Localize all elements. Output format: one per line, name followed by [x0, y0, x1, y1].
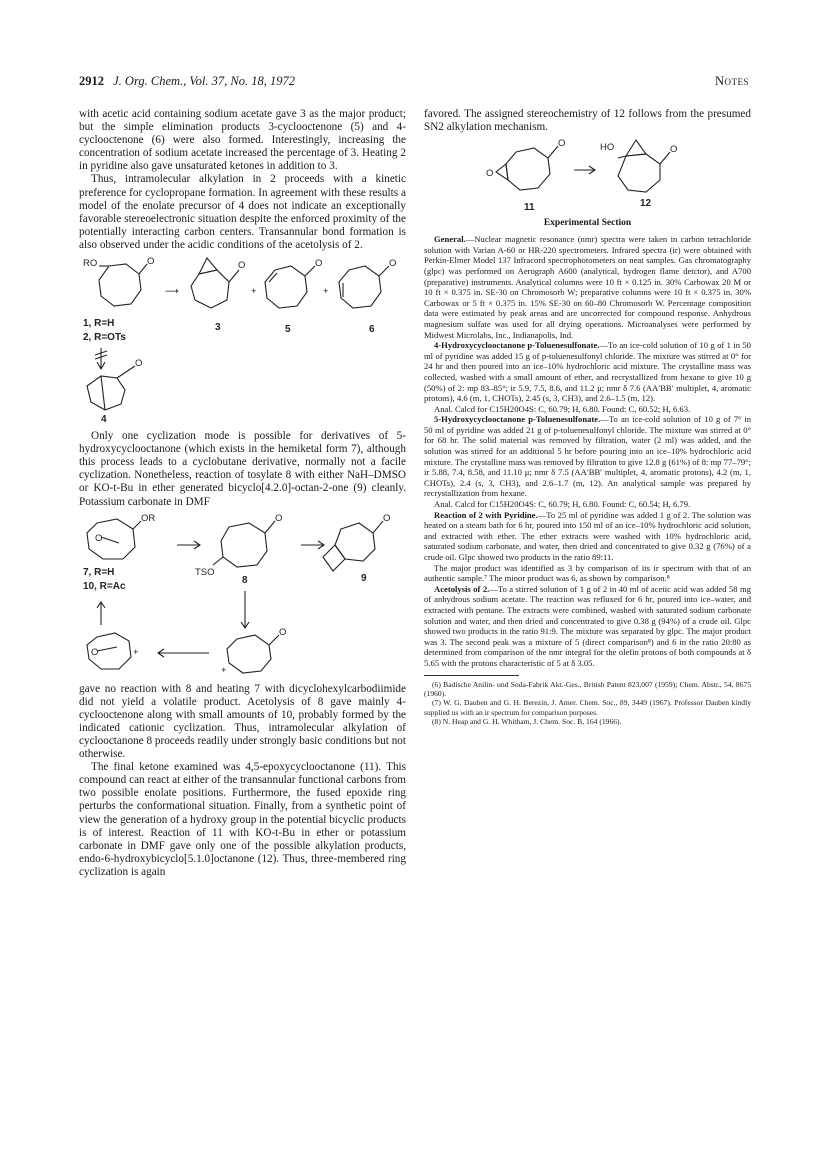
- cyclooctanone-cation-ring: [227, 635, 271, 673]
- compound-label: 5: [285, 324, 291, 336]
- plus-sign: +: [323, 286, 329, 298]
- ro-label: RO: [83, 258, 98, 270]
- page-header: [79, 74, 749, 92]
- oxygen-label: O: [279, 626, 287, 638]
- or-label: OR: [141, 512, 156, 524]
- paragraph: Reaction of 2 with Pyridine.—To 25 ml of pyridine was added 1 g of 2. The solution was heated on a steam bath for 6 hr, poured into 150 ml of an ice–10% hydrochloric acid solution, and extracted with ether. The ether extracts were washed with 10% hydrochloric acid, saturated sodium carbonate, and water, then dried and concentrated to give 0.32 g (76%) of a crude oil. Glpc showed two products in the ratio 89:11.: [424, 509, 751, 562]
- left-column: [79, 108, 406, 879]
- oxygen-label: O: [558, 138, 566, 150]
- paragraph-heading: 4-Hydroxycyclooctanone p-Toluenesulfonate.: [434, 340, 600, 351]
- oxygen-bridge: [97, 647, 117, 651]
- oxygen-label: O: [389, 258, 397, 270]
- paragraph: gave no reaction with 8 and heating 7 with dicyclohexylcarbodiimide did not yield a volatile product. Acetolysis of 8 gave mainly 4-cyclooctenone along with small amounts of 10, probably formed by the indicated cationic cyclization. Thus, intramolecular alkylation of cyclooctanone 8 proceeds readily under strongly basic conditions but not otherwise.: [79, 682, 406, 761]
- bond: [133, 521, 141, 529]
- right-column: [424, 108, 751, 727]
- oxygen-label: O: [315, 258, 323, 270]
- compound-label: 11: [524, 202, 535, 214]
- oxygen-label: O: [135, 358, 143, 370]
- double-bond: [269, 273, 277, 282]
- page-number: 2912: [79, 74, 104, 88]
- bond: [213, 557, 223, 565]
- scheme-2: [79, 509, 406, 679]
- cation-sign: +: [221, 664, 227, 676]
- oxygen-label: O: [147, 256, 155, 268]
- oxygen-label: O: [486, 168, 494, 180]
- plus-sign: +: [251, 286, 257, 298]
- cyclopropane-ring: [626, 140, 646, 156]
- oxygen-label: O: [670, 144, 678, 156]
- carbonyl-bond: [373, 521, 383, 533]
- compound-label: 6: [369, 324, 375, 336]
- ho-label: HO: [600, 142, 615, 154]
- paragraph: Thus, intramolecular alkylation in 2 proceeds with a kinetic preference for cyclopropane formation. In agreement with these results a model of the enolate precursor of 4 does not indicate an exceptionally favorable stereoelectronic situation despite the enforced proximity of the potentially interacting carbon centers. Transannular bond formation is also observed under the acidic conditions of the acetolysis of 2.: [79, 173, 406, 251]
- carbonyl-bond: [265, 521, 275, 533]
- scheme-1: [79, 252, 406, 422]
- cation-sign: +: [133, 646, 139, 658]
- bicyclooctanone-ring: [87, 376, 125, 410]
- oxygen-bridge: [101, 537, 119, 543]
- epoxide-ring: [496, 164, 508, 180]
- cyclopropane-ring: [199, 258, 217, 274]
- compound-label: 7, R=H: [83, 566, 115, 578]
- compound-label: 12: [640, 198, 652, 210]
- oxygen-label: O: [275, 512, 283, 524]
- compound-label: 3: [215, 322, 221, 334]
- oxygen-label: O: [383, 512, 391, 524]
- compound-label: 4: [101, 414, 107, 423]
- analysis: Anal. Calcd for C15H20O4S: C, 60.79; H, 6.80. Found: C, 60.52; H, 6.63.: [434, 403, 691, 414]
- compound-label: 9: [361, 572, 367, 584]
- cyclooctenone-ring: [265, 266, 307, 308]
- analysis: Anal. Calcd for C15H20O4S: C, 60.79; H, 6.80. Found: C, 60.54; H, 6.79.: [434, 499, 691, 510]
- paragraph-heading: General.: [434, 234, 466, 245]
- paragraph: 4-Hydroxycyclooctanone p-Toluenesulfonate.—To an ice-cold solution of 10 g of 1 in 50 ml of pyridine was added 15 g of p-toluenesulfonyl chloride. The mixture was stirred at 0° for 24 hr and then poured into an ice–10% hydrochloric acid mixture. The crystalline mass was collected, washed with a small amount of ether, and recrystallized from hexane to give 10 g (50%) of 2: mp 83–85°; ir 5.9, 7.5, 8.6, and 11.2 μ; nmr δ 7.6 (AA′BB′ multiplet, 4, aromatic protons), 4.6 (m, 1, CHOTs), 2.45 (s, 3, CH3), and 2.6–1.5 (m, 12).: [424, 340, 751, 404]
- reaction-arrow: ⟶: [165, 286, 179, 298]
- journal-citation: J. Org. Chem., Vol. 37, No. 18, 1972: [113, 74, 295, 88]
- bridge-bond: [101, 376, 105, 410]
- footnote: (6) Badische Anilin- und Soda-Fabrik Akt.-Ges., British Patent 823,007 (1959); Chem. Abstr., 54, 8675 (1960).: [424, 679, 751, 698]
- cyclooctanone-ring: [221, 523, 267, 567]
- section-label: Notes: [714, 74, 749, 88]
- paragraph-heading: Reaction of 2 with Pyridine.: [434, 509, 538, 520]
- carbonyl-bond: [379, 266, 389, 276]
- oxygen-label: O: [238, 260, 246, 272]
- compound-label: 8: [242, 574, 248, 586]
- bicyclic-ring: [191, 270, 229, 308]
- compound-label: 2, R=OTs: [83, 332, 126, 344]
- carbonyl-bond: [548, 146, 558, 158]
- paragraph: The major product was identified as 3 by comparison of its ir spectrum with that of an authentic sample.⁷ The minor product was 6, as shown by comparison.⁸: [424, 562, 751, 584]
- footnote: (8) N. Heap and G. H. Whitham, J. Chem. Soc. B, 164 (1966).: [432, 717, 622, 727]
- compound-label: 10, R=Ac: [83, 580, 126, 592]
- cyclooctane-ring: [99, 264, 141, 306]
- oxygen-label: O: [91, 646, 99, 658]
- paragraph-heading: Acetolysis of 2.: [434, 583, 490, 594]
- paragraph: with acetic acid containing sodium acetate gave 3 as the major product; but the simple elimination products 3-cyclooctenone (5) and 4-cyclooctenone (6) were also formed. Interestingly, increasing the concentration of sodium acetate increased the percentage of 3. Heating 2 in pyridine also gave unsaturated ketones in addition to 3.: [79, 108, 406, 173]
- epoxycyclooctanone-ring: [506, 148, 550, 190]
- carbonyl-bond: [660, 152, 670, 164]
- compound-label: 1, R=H: [83, 318, 115, 330]
- bicyclooctanone-ring: [618, 154, 660, 192]
- carbonyl-bond: [269, 635, 279, 645]
- bicyclooctanone-ring: [335, 523, 375, 561]
- section-title: Experimental Section: [543, 218, 632, 229]
- paragraph: Acetolysis of 2.—To a stirred solution of 1 g of 2 in 40 ml of acetic acid was added 58 mg of anhydrous sodium acetate. The reaction was refluxed for 6 hr, poured into ice–water, and extracted with pentane. The extracts were combined, washed with saturated sodium carbonate solution and water, and then dried and concentrated to give 0.38 g (94%) of a crude oil. Glpc showed two products in the ratio 91:9. The mixture was separated by glpc. The major product was 3. The second peak was a mixture of 5 (direct comparison⁸) and 6 in the ratio 20:80 as determined from comparison of the nmr integral for the olefin protons of both compounds at δ 5.65 with the protons characteristic of 5 at δ 3.05.: [424, 583, 752, 668]
- cyclooctenone-ring: [339, 266, 381, 308]
- carbonyl-bond: [305, 266, 315, 276]
- carbonyl-bond: [229, 270, 239, 282]
- paragraph: Only one cyclization mode is possible for derivatives of 5-hydroxycyclooctanone (which exists in the hemiketal form 7), although this process leads to a cyclobutane derivative, normally not a facile cyclization. Nonetheless, reaction of tosylate 8 with either NaH–DMSO or KO-t-Bu in ether generated bicyclo[4.2.0]-octan-2-one (9) cleanly. Potassium carbonate in DMF: [79, 430, 406, 508]
- oxygen-label: O: [95, 532, 103, 544]
- carbonyl-bond: [117, 366, 135, 378]
- scheme-3: [424, 134, 751, 214]
- tso-label: TSO: [195, 566, 215, 578]
- cyclobutane-ring: [323, 545, 345, 571]
- paragraph-heading: 5-Hydroxycyclooctanone p-Toluenesulfonate.: [434, 414, 601, 425]
- paragraph: favored. The assigned stereochemistry of 12 follows from the presumed SN2 alkylation mechanism.: [424, 108, 751, 134]
- carbonyl-bond: [139, 264, 147, 274]
- footnote: (7) W. G. Dauben and G. H. Berezin, J. Amer. Chem. Soc., 89, 3449 (1967). Professor Dauben kindly supplied us with an ir spectrum for comparison purposes.: [424, 698, 751, 717]
- paragraph: General.—Nuclear magnetic resonance (nmr) spectra were taken in carbon tetrachloride solution with Varian A-60 or HR-220 spectrometers. Infrared spectra (ir) were obtained with Perkin-Elmer Model 137 Infracord spectrophotometers on neat samples. Gas chromatography (glpc) was performed on Aerograph A600 (analytical, hydrogen flame detctor), and A700 (preparative) instruments. Analytical columns were 10 ft × 0.125 in. 30% Carbowax 20 M or 10 ft × 0.375 in. SE-30 on Chromosorb W; preparative columns were 10 ft × 0.375 in. 30% Carbowax or 5 ft × 0.375 in. 15% SE-30 on 60–80 Chromosorb W. Percentage composition data were estimated by peak areas and are uncorrected for compound response. Anhydrous magnesium sulfate was used for all drying operations. Microanalyses were performed by Midwest Microlabs, Inc., Indianapolis, Ind.: [424, 234, 751, 340]
- footnote-rule: [424, 675, 519, 676]
- paragraph: 5-Hydroxycyclooctanone p-Toluenesulfonate.—To an ice-cold solution of 10 g of 7⁶ in 50 ml of pyridine was added 21 g of p-toluenesulfonyl chloride. The mixture was stirred at 0° for 68 hr. The solid material was removed by filtration, water (2 ml) was added, and the solution was stirred for an additional 5 hr before pouring into an ice–10% hydrochloric acid mixture. The crystalline mass was removed by filtration to give 12.8 g (61%) of 8: mp 77–79°; ir 5.88, 7.4, 8.58, and 11.10 μ; nmr δ 7.5 (AA′BB′ multiplet, 4, aromatic protons), 4.2 (m, 1, CHOTs), 2.4 (s, 3, CH3), and 2.6–1.7 (m, 12). An analytical sample was prepared by recrystallization from hexane.: [424, 414, 751, 499]
- paragraph: The final ketone examined was 4,5-epoxycyclooctanone (11). This compound can react at either of the transannular functional carbons from two possible enolate positions. Furthermore, the fused epoxide ring perturbs the conformational situation. Finally, from a synthetic point of view the generation of a hydroxy group in the potential bicyclic products is of interest. Reaction of 11 with KO-t-Bu in ether or potassium carbonate in DMF gave only one of the possible alkylation products, endo-6-hydroxybicyclo[5.1.0]octanone (12). Thus, three-membered ring cyclization is again: [79, 761, 406, 878]
